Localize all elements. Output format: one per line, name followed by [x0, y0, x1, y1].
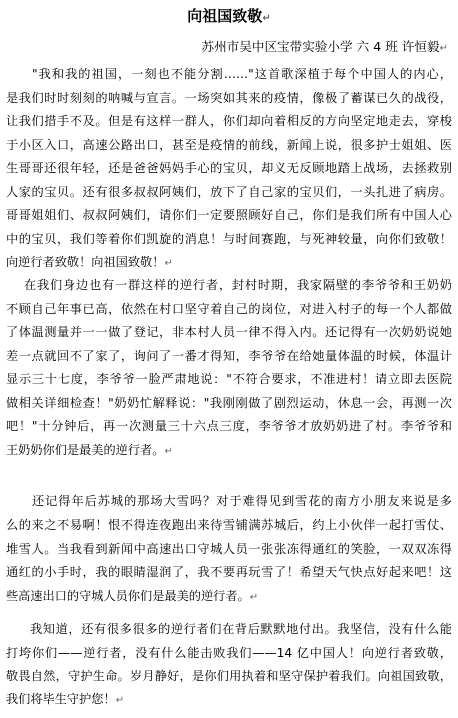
- paragraph-mark-icon: ↵: [262, 13, 271, 24]
- paragraph-1-line-6: 人家的宝贝。还有很多叔叔阿姨们，放下了自己家的宝贝们，一头扎进了病房。: [6, 185, 452, 199]
- paragraph-3-line-2: 么的来之不易啊！恨不得连夜跑出来待雪铺满苏城后，约上小伙伴一起打雪仗、: [6, 518, 452, 532]
- paragraph-2-line-8: [6, 442, 452, 460]
- paragraph-2-line-5: 显示三十七度，李爷爷一脸严肃地说："不符合要求，不准进村！请立即去医院: [6, 372, 452, 386]
- paragraph-4-line-3: 敬畏自然，守护生命。岁月静好，是你们用执着和坚守保护着我们。向祖国致敬，: [6, 669, 452, 683]
- paragraph-3-line-5: [6, 588, 452, 606]
- paragraph-2-line-4: 差一点就回不了家了，询问了一番才得知，李爷爷在给她量体温的时候，体温计: [6, 349, 452, 363]
- paragraph-3-line-5-text: 些高速出口的守城人员你们是最美的逆行者。: [6, 589, 250, 603]
- paragraph-3-line-4: 通红的小手时，我的眼睛湿润了，我不要再玩雪了！希望天气快点好起来吧！这: [6, 565, 452, 579]
- paragraph-mark-icon: ↵: [164, 446, 173, 457]
- paragraph-4-line-4: [6, 691, 452, 709]
- paragraph-1-line-8: 中的宝贝，我们等着你们凯旋的消息！与时间赛跑，与死神较量，向你们致敬！: [6, 232, 452, 246]
- paragraph-2-line-1: 在我们身边也有一群这样的逆行者，封村时期，我家隔壁的李爷爷和王奶奶: [24, 278, 452, 292]
- paragraph-1-line-9: [6, 254, 452, 272]
- paragraph-2-line-3: 了体温测量并一一做了登记，非本村人员一律不得入内。还记得有一次奶奶说她: [6, 325, 452, 339]
- document-title: [0, 6, 458, 29]
- paragraph-2-line-7: 吧！"十分钟后，再一次测量三十六点三度，李爷爷才放奶奶进了村。李爷爷和: [6, 419, 452, 433]
- paragraph-2-line-6: 做相关详细检查！"奶奶忙解释说："我刚刚做了剧烈运动，休息一会，再测一次: [6, 396, 452, 410]
- paragraph-1-line-7: 哥哥姐姐们、叔叔阿姨们，请你们一定要照顾好自己，你们是我们所有中国人心: [6, 208, 452, 222]
- paragraph-mark-icon: ↵: [249, 592, 259, 603]
- paragraph-1-line-1: "我和我的祖国，一刻也不能分割……"这首歌深植于每个中国人的内心，: [32, 67, 452, 81]
- paragraph-2-line-8-text: 王奶奶你们是最美的逆行者。: [6, 443, 165, 457]
- author-text: 苏州市吴中区宝带实验小学 六 4 班 许恒毅: [201, 39, 440, 54]
- paragraph-1-line-3: 让我们措手不及。但是有这样一群人，你们却向着相反的方向坚定地走去，穿梭: [6, 114, 452, 128]
- author-line: [201, 38, 448, 58]
- paragraph-mark-icon: ↵: [439, 43, 448, 54]
- paragraph-1-line-4: 于小区入口，高速公路出口，甚至是疫情的前线，新闻上说，很多护士姐姐、医: [6, 138, 452, 152]
- paragraph-mark-icon: ↵: [115, 695, 125, 706]
- document-title-text: 向祖国致敬: [187, 7, 263, 25]
- paragraph-2-line-2: 不顾自己年事已高，依然在村口坚守着自己的岗位，对进入村子的每一个人都做: [6, 302, 452, 316]
- paragraph-1-line-2: 是我们时时刻刻的呐喊与宣言。一场突如其来的疫情，像极了蓄谋已久的战役，: [6, 91, 452, 105]
- paragraph-4-line-1: 我知道，还有很多很多的逆行者们在背后默默地付出。我坚信，没有什么能: [30, 622, 452, 636]
- paragraph-4-line-2: 打垮你们——逆行者，没有什么能击败我们——14 亿中国人！向逆行者致敬，: [6, 646, 452, 660]
- paragraph-3-line-3: 堆雪人。当我看到新闻中高速出口守城人员一张张冻得通红的笑脸，一双双冻得: [6, 542, 452, 556]
- paragraph-3-line-1: 还记得年后苏城的那场大雪吗？对于难得见到雪花的南方小朋友来说是多: [32, 494, 452, 508]
- paragraph-4-line-4-text: 我们将毕生守护您！: [6, 692, 116, 706]
- paragraph-mark-icon: ↵: [164, 258, 173, 269]
- paragraph-1-line-9-text: 向逆行者致敬！向祖国致敬！: [6, 255, 165, 269]
- paragraph-1-line-5: 生哥哥还很年轻，还是爸爸妈妈手心的宝贝，却义无反顾地踏上战场，去拯救别: [6, 161, 452, 175]
